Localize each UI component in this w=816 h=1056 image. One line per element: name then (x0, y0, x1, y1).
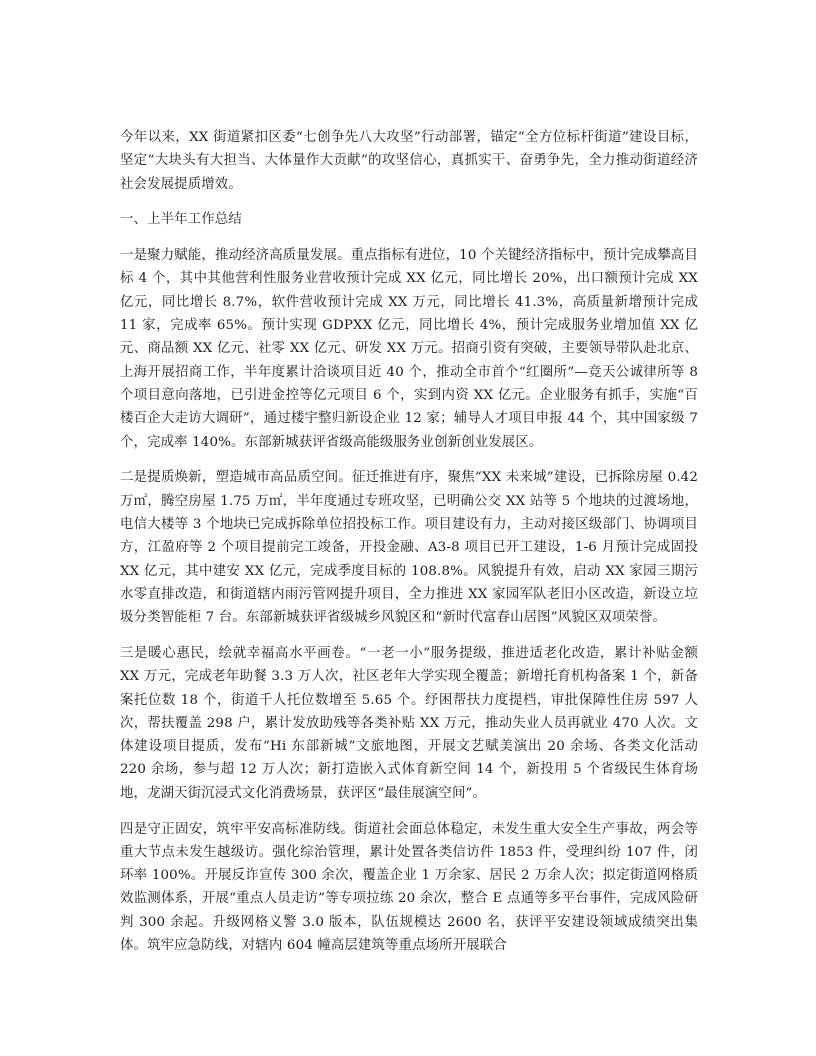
paragraph-safety: 四是守正固安，筑牢平安高标准防线。街道社会面总体稳定，未发生重大安全生产事故，两会等重大节点未发生越级访。强化综治管理，累计处置各类信访件 1853 件，受理纠纷 107 件，闭环率 100%。开展反诈宣传 300 余次，覆盖企业 1 万余家、居民 2 万余人次；拟定街道网格质效监测体系，开展“重点人员走访”等专项拉练 20 余次，整合 E 点通等多平台事件，完成风险研判 300 余起。升级网格义警 3.0 版本，队伍规模达 2600 名，获评平安建设领域成绩突出集体。筑牢应急防线，对辖内 604 幢高层建筑等重点场所开展联合 (120, 821, 698, 953)
intro-paragraph: 今年以来，XX 街道紧扣区委“七创争先八大攻坚”行动部署，锚定“全方位标杆街道”建设目标，坚定“大块头有大担当、大体量作大贡献”的攻坚信心，真抓实干、奋勇争先，全力推动街道经济社会发展提质增效。 (120, 130, 698, 192)
section-heading: 一、上半年工作总结 (120, 212, 242, 228)
paragraph-economy: 一是聚力赋能，推动经济高质量发展。重点指标有进位，10 个关键经济指标中，预计完成攀高目标 4 个，其中其他营利性服务业营收预计完成 XX 亿元，同比增长 20%，出口额预计完成 XX 亿元，同比增长 8.7%，软件营收预计完成 XX 万元，同比增长 41.3%，高质量新增预计完成 11 家，完成率 65%。预计实现 GDPXX 亿元，同比增长 4%，预计完成服务业增加值 XX 亿元、商品额 XX 亿元、社零 XX 亿元、研发 XX 万元。招商引资有突破，主要领导带队赴北京、上海开展招商工作，半年度累计洽谈项目近 40 个，推动全市首个“红圈所”—竞天公诚律所等 8 个项目意向落地，已引进金控等亿元项目 6 个，实到内资 XX 亿元。企业服务有抓手，实施“百楼百企大走访大调研”，通过楼宇整归新设企业 12 家；辅导人才项目申报 44 个，其中国家级 7 个，完成率 140%。东部新城获评省级高能级服务业创新创业发展区。 (120, 248, 698, 450)
paragraph-livelihood: 三是暖心惠民，绘就幸福高水平画卷。“一老一小”服务提级，推进适老化改造，累计补贴金额 XX 万元，完成老年助餐 3.3 万人次，社区老年大学实现全覆盖；新增托育机构备案 1 个，新备案托位数 18 个，街道千人托位数增至 5.65 个。纾困帮扶力度提档，审批保障性住房 597 人次，帮扶覆盖 298 户，累计发放助残等各类补贴 XX 万元，推动失业人员再就业 470 人次。文体建设项目提质，发布“Hi 东部新城”文旅地图，开展文艺赋美演出 20 余场、各类文化活动 220 余场，参与超 12 万人次；新打造嵌入式体育新空间 14 个，新投用 5 个省级民生体育场地，龙湖天街沉浸式文化消费场景，获评区“最佳展演空间”。 (120, 645, 698, 801)
paragraph-urban-space: 二是提质焕新，塑造城市高品质空间。征迁推进有序，聚焦“XX 未来城”建设，已拆除房屋 0.42 万㎡，腾空房屋 1.75 万㎡，半年度通过专班攻坚，已明确公交 XX 站等 5 个地块的过渡场地，电信大楼等 3 个地块已完成拆除单位招投标工作。项目建设有力，主动对接区级部门、协调项目方，江盈府等 2 个项目提前完工竣备，开投金融、A3-8 项目已开工建设，1-6 月预计完成固投 XX 亿元，其中建安 XX 亿元，完成季度目标的 108.8%。风貌提升有效，启动 XX 家园三期污水零直排改造，和街道辖内雨污管网提升项目，全力推进 XX 家园军队老旧小区改造，新设立垃圾分类智能柜 7 台。东部新城获评省级城乡风貌区和“新时代富春山居图”风貌区双项荣誉。 (120, 470, 698, 626)
document-body (120, 126, 698, 1004)
